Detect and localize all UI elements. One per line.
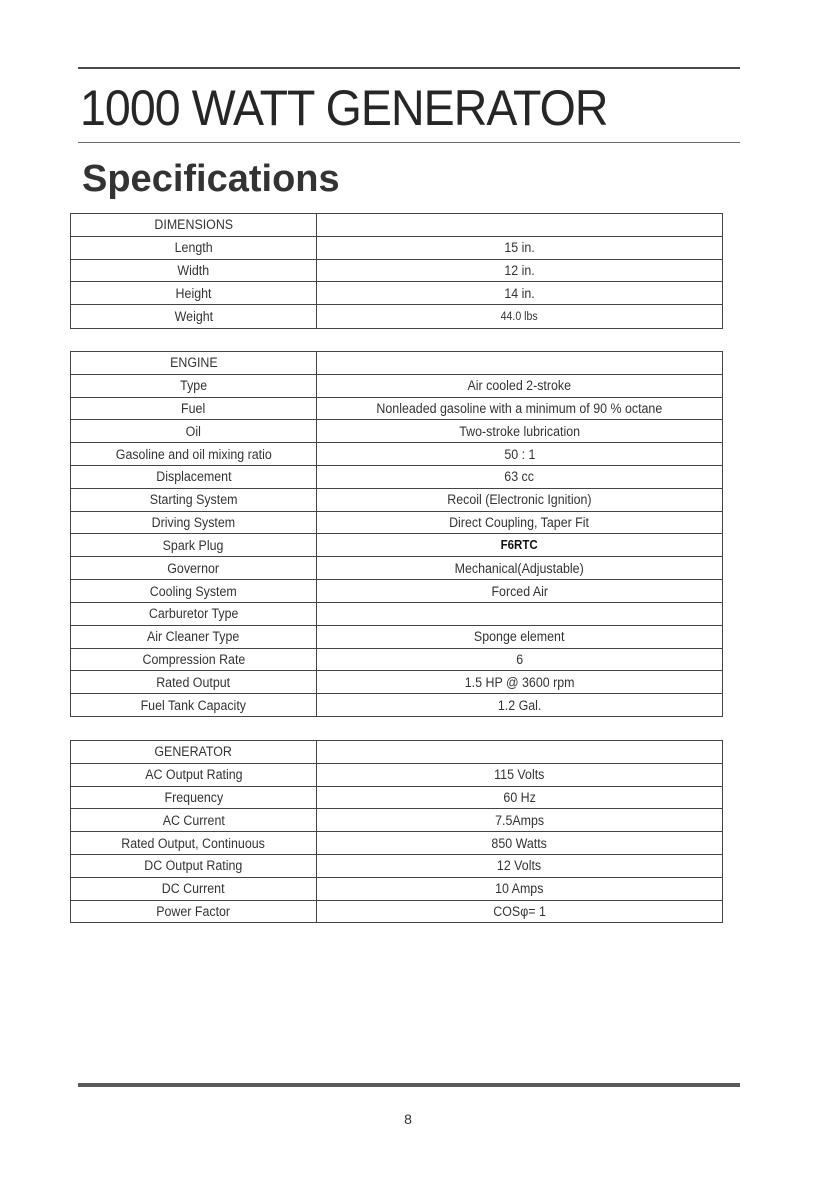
table-header-cell: ENGINE [71, 352, 317, 375]
table-row [71, 465, 723, 488]
table-row [71, 671, 723, 694]
spec-value: 50 : 1 [317, 443, 723, 466]
spec-value: 63 cc [317, 465, 723, 488]
spec-value: Two-stroke lubrication [317, 420, 723, 443]
spec-value: Sponge element [317, 625, 723, 648]
top-rule [78, 67, 740, 69]
table-header-empty-cell [317, 352, 723, 375]
dimensions-table [70, 213, 723, 329]
engine-table [70, 351, 723, 717]
table-header-row [71, 741, 723, 764]
spec-value: 15 in. [317, 236, 723, 259]
spec-value: Air cooled 2-stroke [317, 374, 723, 397]
table-header-empty-cell [317, 741, 723, 764]
spec-label: Weight [71, 305, 317, 329]
spec-label: AC Current [71, 809, 317, 832]
generator-table [70, 740, 723, 923]
spec-label: Spark Plug [71, 534, 317, 557]
spec-label: Governor [71, 557, 317, 580]
spec-value: 12 in. [317, 259, 723, 282]
spec-label: Displacement [71, 465, 317, 488]
spec-label: Height [71, 282, 317, 305]
table-row [71, 259, 723, 282]
table-row [71, 602, 723, 625]
spec-label: Cooling System [71, 580, 317, 603]
table-row [71, 809, 723, 832]
spec-value: 6 [317, 648, 723, 671]
table-row [71, 648, 723, 671]
spec-label: Frequency [71, 786, 317, 809]
spec-value: Forced Air [317, 580, 723, 603]
table-row [71, 877, 723, 900]
spec-label: Rated Output [71, 671, 317, 694]
table-header-empty-cell [317, 214, 723, 237]
table-row [71, 305, 723, 329]
spec-value [317, 602, 723, 625]
spec-value: 12 Volts [317, 854, 723, 877]
spec-value: 850 Watts [317, 832, 723, 855]
spec-value: COSφ= 1 [317, 900, 723, 923]
table-row [71, 900, 723, 923]
table-header-row [71, 214, 723, 237]
bottom-rule [78, 1083, 740, 1087]
spec-value: 7.5Amps [317, 809, 723, 832]
spec-label: Type [71, 374, 317, 397]
table-row [71, 580, 723, 603]
spec-value: 60 Hz [317, 786, 723, 809]
spec-label: Compression Rate [71, 648, 317, 671]
table-header-cell: GENERATOR [71, 741, 317, 764]
spec-label: Air Cleaner Type [71, 625, 317, 648]
title-underline-rule [78, 142, 740, 143]
page-number: 8 [404, 1111, 412, 1127]
spec-value: F6RTC [317, 534, 723, 557]
table-row [71, 488, 723, 511]
spec-label: Oil [71, 420, 317, 443]
table-row [71, 832, 723, 855]
section-heading: Specifications [82, 158, 340, 200]
spec-label: Driving System [71, 511, 317, 534]
spec-value: 44.0 lbs [317, 305, 723, 329]
spec-label: Carburetor Type [71, 602, 317, 625]
page-title: 1000 WATT GENERATOR [80, 80, 608, 136]
table-row [71, 282, 723, 305]
table-row [71, 854, 723, 877]
spec-label: Width [71, 259, 317, 282]
spec-value: Recoil (Electronic Ignition) [317, 488, 723, 511]
table-row [71, 534, 723, 557]
spec-value: 14 in. [317, 282, 723, 305]
spec-value: 10 Amps [317, 877, 723, 900]
spec-label: Rated Output, Continuous [71, 832, 317, 855]
spec-label: Gasoline and oil mixing ratio [71, 443, 317, 466]
spec-value: 115 Volts [317, 763, 723, 786]
table-row [71, 694, 723, 717]
table-row [71, 236, 723, 259]
spec-value: Nonleaded gasoline with a minimum of 90 % octane [317, 397, 723, 420]
table-header-row [71, 352, 723, 375]
table-row [71, 557, 723, 580]
spec-label: DC Current [71, 877, 317, 900]
spec-label: AC Output Rating [71, 763, 317, 786]
table-row [71, 511, 723, 534]
spec-label: Starting System [71, 488, 317, 511]
spec-label: Length [71, 236, 317, 259]
table-row [71, 763, 723, 786]
spec-label: DC Output Rating [71, 854, 317, 877]
spec-label: Fuel [71, 397, 317, 420]
table-header-cell: DIMENSIONS [71, 214, 317, 237]
spec-value: 1.2 Gal. [317, 694, 723, 717]
spec-label: Power Factor [71, 900, 317, 923]
table-row [71, 443, 723, 466]
spec-value: Mechanical(Adjustable) [317, 557, 723, 580]
table-row [71, 786, 723, 809]
table-row [71, 397, 723, 420]
table-row [71, 374, 723, 397]
spec-value: Direct Coupling, Taper Fit [317, 511, 723, 534]
table-row [71, 625, 723, 648]
table-row [71, 420, 723, 443]
spec-value: 1.5 HP @ 3600 rpm [317, 671, 723, 694]
spec-label: Fuel Tank Capacity [71, 694, 317, 717]
